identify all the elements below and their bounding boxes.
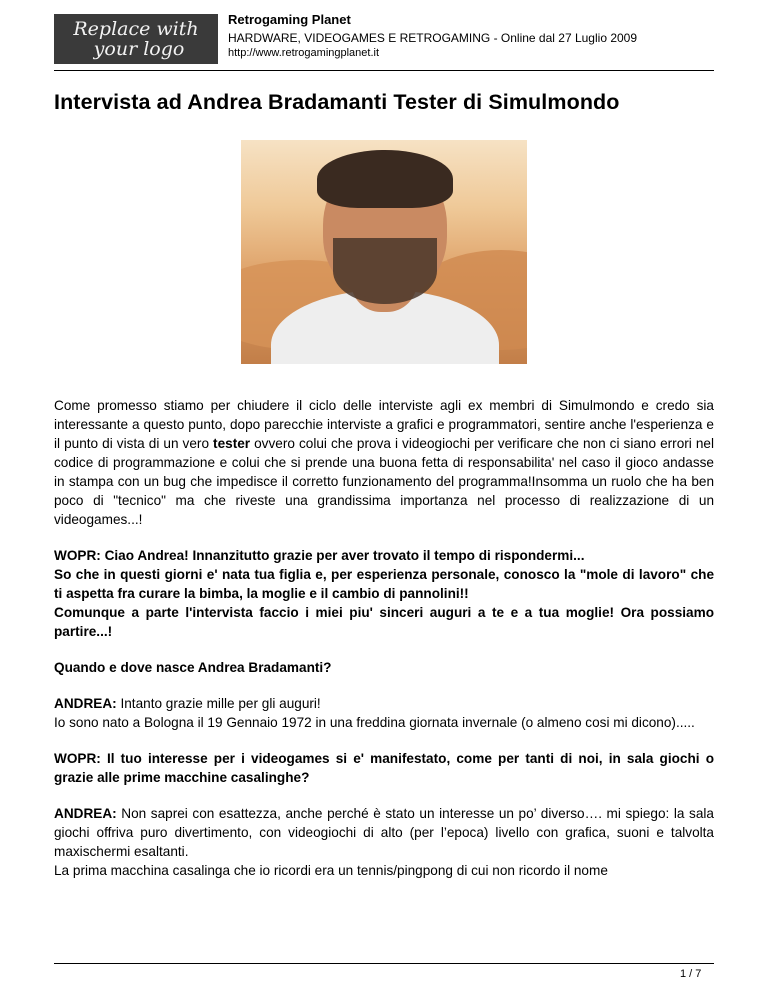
site-title: Retrogaming Planet (228, 12, 351, 27)
question-3: WOPR: Il tuo interesse per i videogames si e' manifestato, come per tanti di noi, in sala giochi o grazie alle prime macchine casalinghe? (54, 751, 714, 785)
logo-line-1: Replace with (73, 18, 199, 40)
header-divider (54, 70, 714, 71)
site-subtitle: HARDWARE, VIDEOGAMES E RETROGAMING - Online dal 27 Luglio 2009 (228, 31, 638, 45)
interviewee-photo (241, 140, 527, 364)
answer-2: ANDREA: Intanto grazie mille per gli auguri! Io sono nato a Bologna il 19 Gennaio 1972 in una freddina giornata invernale (o almeno cosi mi dicono)..... (54, 696, 695, 730)
logo-line-2: your logo (93, 38, 185, 60)
tester-highlight: tester (213, 436, 251, 451)
question-1: WOPR: Ciao Andrea! Innanzitutto grazie per aver trovato il tempo di rispondermi... So che in questi giorni e' nata tua figlia e, per esperienza personale, conosco la "mole di lavoro" che ti aspetta fra curare la bimba, la moglie e il cambio di pannolini!! Comunque a parte l'intervista faccio i miei piu' sinceri auguri a te e a tua moglie! Ora possiamo partire...! (54, 548, 714, 639)
intro-paragraph: Come promesso stiamo per chiudere il ciclo delle interviste agli ex membri di Simulmondo e credo sia interessante a questo punto, dopo parecchie interviste a grafici e programmatori, sentire anche l'esperienza e il punto di vista di un vero tester ovvero colui che prova i videogiochi per verificare che non ci siano errori nel codice di programmazione e colui che si prende una buona fetta di responsabilita' nel caso il gioco andasse in stampa con un bug che impedisce il corretto funzionamento del programma!Insomma un ruolo che ha ben poco di "tecnico" ma che riveste una grandissima importanza nel processo di realizzazione di un videogames...! (54, 398, 714, 527)
footer-divider (54, 963, 714, 964)
page-number: 1 / 7 (680, 968, 702, 980)
site-logo (54, 14, 218, 64)
article-title: Intervista ad Andrea Bradamanti Tester di Simulmondo (54, 90, 620, 114)
site-url[interactable]: http://www.retrogamingplanet.it (228, 47, 380, 59)
question-2: Quando e dove nasce Andrea Bradamanti? (54, 660, 332, 675)
answer-label: ANDREA: (54, 806, 117, 821)
answer-3: ANDREA: Non saprei con esattezza, anche perché è stato un interesse un po’ diverso…. mi spiego: la sala giochi offriva puro divertimento, con videogiochi di alto (per l’epoca) livello con grafica, suoni e talvolta maxischermi esaltanti. La prima macchina casalinga che io ricordi era un tennis/pingpong di cui non ricordo il nome (54, 806, 714, 878)
article-body (54, 396, 714, 897)
answer-label: ANDREA: (54, 696, 117, 711)
